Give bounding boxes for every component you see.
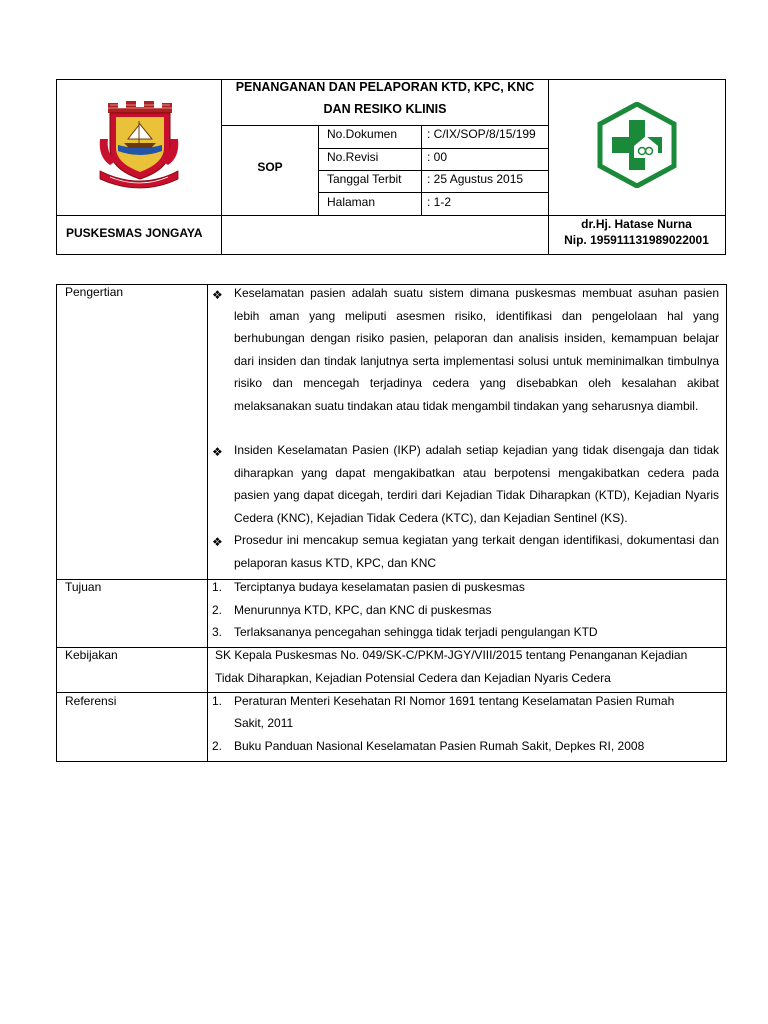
row-label-kebijakan: Kebijakan xyxy=(65,648,118,662)
referensi-item-line: Sakit, 2011 xyxy=(234,716,294,730)
puskesmas-logo xyxy=(594,102,680,188)
document-title-line-2: DAN RESIKO KLINIS xyxy=(323,102,447,116)
kebijakan-line-1: SK Kepala Puskesmas No. 049/SK-C/PKM-JGY/VIII/2015 tentang Penanganan Kejadian xyxy=(215,648,688,662)
header-divider xyxy=(318,192,548,193)
pengertian-paragraph-1: Keselamatan pasien adalah suatu sistem dimana puskesmas membuat asuhan pasien lebih aman yang meliputi asesmen risiko, identifikasi dan pengelolaan hal yang berhubungan dengan risiko pasien, pelaporan dan analisis insiden, kemampuan belajar dari insiden dan tindak lanjutnya serta implementasi solusi untuk meminimalkan timbulnya risiko dan mencegah terjadinya cedera yang disebabkan oleh kesalahan akibat melaksanakan suatu tindakan atau tidak mengambil tindakan yang seharusnya diambil. xyxy=(234,286,719,413)
sop-label: SOP xyxy=(257,160,283,174)
list-number: 1. xyxy=(212,694,223,708)
signer-name: dr.Hj. Hatase Nurna xyxy=(581,217,692,231)
header-divider xyxy=(56,215,726,216)
row-divider xyxy=(56,692,727,693)
header-divider xyxy=(318,148,548,149)
tujuan-item: Menurunnya KTD, KPC, dan KNC di puskesmas xyxy=(234,603,492,617)
meta-value-issue-date: : 25 Agustus 2015 xyxy=(427,172,524,186)
content-divider xyxy=(207,284,208,762)
meta-label-revision: No.Revisi xyxy=(327,150,379,164)
header-divider xyxy=(221,125,548,126)
diamond-bullet-icon: ❖ xyxy=(212,535,223,549)
referensi-item-line: Buku Panduan Nasional Keselamatan Pasien Rumah Sakit, Depkes RI, 2008 xyxy=(234,739,645,753)
meta-label-page: Halaman xyxy=(327,195,376,209)
list-number: 3. xyxy=(212,625,223,639)
pengertian-paragraph-3: Prosedur ini mencakup semua kegiatan yang terkait dengan identifikasi, dokumentasi dan pelaporan kasus KTD, KPC, dan KNC xyxy=(234,533,719,570)
row-label-referensi: Referensi xyxy=(65,694,117,708)
makassar-city-logo xyxy=(96,99,182,191)
meta-value-revision: : 00 xyxy=(427,150,448,164)
list-number: 2. xyxy=(212,603,223,617)
meta-value-doc-number: : C/IX/SOP/8/15/199 xyxy=(427,127,536,141)
row-label-pengertian: Pengertian xyxy=(65,285,124,299)
document-title-line-1: PENANGANAN DAN PELAPORAN KTD, KPC, KNC xyxy=(235,80,535,94)
tujuan-item: Terciptanya budaya keselamatan pasien di puskesmas xyxy=(234,580,525,594)
referensi-item-line: Peraturan Menteri Kesehatan RI Nomor 1691 tentang Keselamatan Pasien Rumah xyxy=(234,694,675,708)
tujuan-item: Terlaksananya pencegahan sehingga tidak terjadi pengulangan KTD xyxy=(234,625,598,639)
meta-value-page: : 1-2 xyxy=(427,195,452,209)
header-divider xyxy=(548,79,549,255)
meta-label-issue-date: Tanggal Terbit xyxy=(327,172,402,186)
pengertian-paragraph-2: Insiden Keselamatan Pasien (IKP) adalah setiap kejadian yang tidak disengaja dan tidak diharapkan yang dapat mengakibatkan atau berpotensi mengakibatkan cedera pada pasien yang dapat dicegah, terdiri dari Kejadian Tidak Diharapkan (KTD), Kejadian Nyaris Cedera (KNC), Kejadian Tidak Cedera (KTC), dan Kejadian Sentinel (KS). xyxy=(234,443,719,525)
diamond-bullet-icon: ❖ xyxy=(212,445,223,459)
meta-label-doc-number: No.Dokumen xyxy=(327,127,398,141)
signer-nip: Nip. 195911131989022001 xyxy=(564,233,709,247)
kebijakan-line-2: Tidak Diharapkan, Kejadian Potensial Cedera dan Kejadian Nyaris Cedera xyxy=(215,671,611,685)
list-number: 2. xyxy=(212,739,223,753)
list-number: 1. xyxy=(212,580,223,594)
organization-name: PUSKESMAS JONGAYA xyxy=(66,226,203,240)
row-label-tujuan: Tujuan xyxy=(65,580,102,594)
diamond-bullet-icon: ❖ xyxy=(212,288,223,302)
header-divider xyxy=(318,170,548,171)
